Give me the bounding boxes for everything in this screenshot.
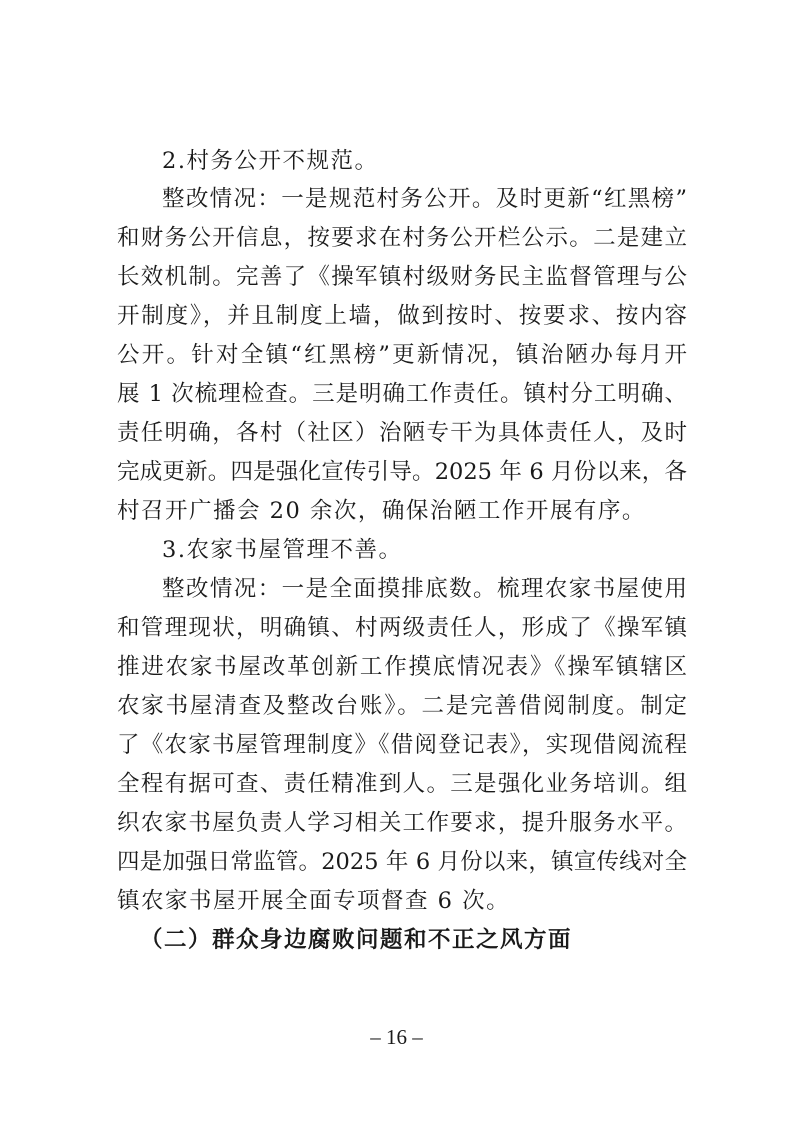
paragraph-line: 织农家书屋负责人学习相关工作要求，提升服务水平。 bbox=[117, 810, 687, 836]
page-number: – 16 – bbox=[370, 1025, 423, 1049]
paragraph-line: 整改情况：一是规范村务公开。及时更新“红黑榜” bbox=[162, 186, 687, 212]
paragraph-line: 镇农家书屋开展全面专项督查 6 次。 bbox=[117, 888, 511, 914]
section-heading: （二）群众身边腐败问题和不正之风方面 bbox=[140, 927, 573, 953]
paragraph-line: 长效机制。完善了《操军镇村级财务民主监督管理与公 bbox=[117, 264, 687, 290]
paragraph-line: 完成更新。四是强化宣传引导。2025 年 6 月份以来，各 bbox=[117, 459, 687, 485]
paragraph-line: 农家书屋清查及整改台账》。二是完善借阅制度。制定 bbox=[117, 693, 687, 719]
paragraph-line: 展 1 次梳理检查。三是明确工作责任。镇村分工明确、 bbox=[117, 381, 687, 407]
paragraph-line: 了《农家书屋管理制度》《借阅登记表》，实现借阅流程 bbox=[117, 732, 687, 758]
paragraph-line: 全程有据可查、责任精准到人。三是强化业务培训。组 bbox=[117, 771, 687, 797]
paragraph-line: 四是加强日常监管。2025 年 6 月份以来，镇宣传线对全 bbox=[117, 849, 687, 875]
paragraph-line: 和管理现状，明确镇、村两级责任人，形成了《操军镇 bbox=[117, 615, 687, 641]
paragraph-line: 和财务公开信息，按要求在村务公开栏公示。二是建立 bbox=[117, 225, 687, 251]
paragraph-line: 责任明确，各村（社区）治陋专干为具体责任人，及时 bbox=[117, 420, 687, 446]
paragraph-line: 村召开广播会 20 余次，确保治陋工作开展有序。 bbox=[117, 498, 646, 524]
paragraph-line: 开制度》，并且制度上墙，做到按时、按要求、按内容 bbox=[117, 303, 687, 329]
paragraph-line: 整改情况：一是全面摸排底数。梳理农家书屋使用 bbox=[162, 576, 687, 602]
paragraph-line: 推进农家书屋改革创新工作摸底情况表》《操军镇辖区 bbox=[117, 654, 687, 680]
item-3-title: 3.农家书屋管理不善。 bbox=[162, 537, 403, 563]
item-2-title: 2.村务公开不规范。 bbox=[162, 148, 379, 174]
paragraph-line: 公开。针对全镇“红黑榜”更新情况，镇治陋办每月开 bbox=[117, 342, 687, 368]
